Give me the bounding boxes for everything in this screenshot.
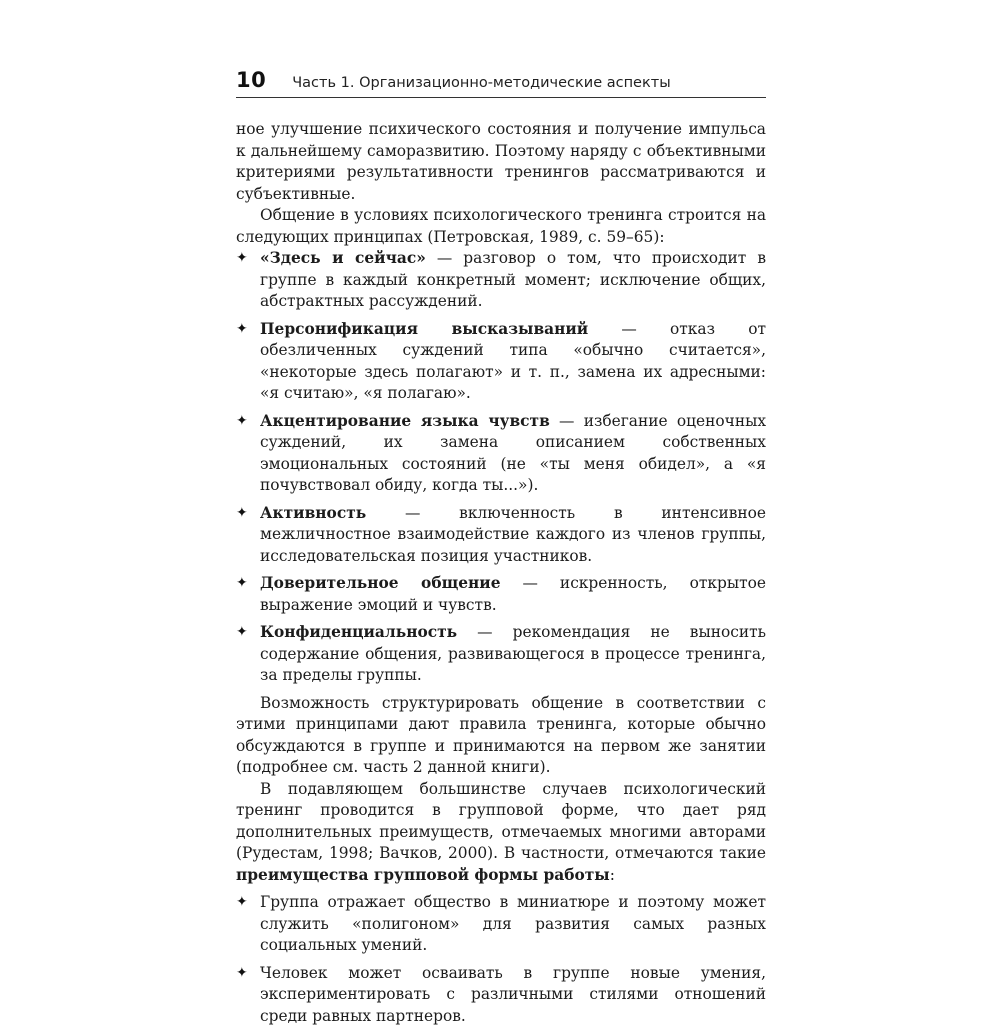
bullet-icon: ✦	[236, 892, 248, 914]
list-item	[236, 963, 766, 1027]
paragraph-punctuation: :	[610, 866, 615, 884]
bullet-icon: ✦	[236, 503, 248, 525]
bullet-icon: ✦	[236, 319, 248, 341]
term: Доверительное общение	[260, 574, 501, 592]
paragraph: Возможность структурировать общение в соответствии с этими принципами дают правила тренинга, которые обычно обсуждаются в группе и принимаются на первом же занятии (подробнее см. часть 2 данной книги).	[236, 693, 766, 779]
bullet-icon: ✦	[236, 622, 248, 644]
term: Активность	[260, 504, 366, 522]
definition: — включенность в интенсивное межличностное взаимодействие каждого из членов группы, исследовательская позиция участников.	[260, 504, 766, 565]
running-head	[236, 68, 766, 96]
list-item	[236, 411, 766, 497]
bullet-icon: ✦	[236, 963, 248, 985]
paragraph: ное улучшение психического состояния и получение импульса к дальнейшему саморазвитию. Поэтому наряду с объективными критериями результативности тренингов рассматриваются и субъективные.	[236, 119, 766, 205]
term: Персонификация высказываний	[260, 320, 588, 338]
list-item	[236, 503, 766, 568]
bullet-icon: ✦	[236, 573, 248, 595]
definition: — разговор о том, что происходит в группе в каждый конкретный момент; исключение общих, абстрактных рассуждений.	[260, 249, 766, 310]
term: Акцентирование языка чувств	[260, 412, 550, 430]
advantages-list	[236, 892, 766, 1027]
chapter-title: Часть 1. Организационно-методические аспекты	[292, 75, 670, 91]
list-item	[236, 319, 766, 405]
definition: — рекомендация не выносить содержание общения, развивающегося в процессе тренинга, за пределы группы.	[260, 623, 766, 684]
paragraph-text: В подавляющем большинстве случаев психологический тренинг проводится в групповой форме, что дает ряд дополнительных преимуществ, отмечаемых многими авторами (Рудестам, 1998; Вачков, 2000). В частности, отмечаются такие	[236, 780, 766, 863]
definition: — отказ от обезличенных суждений типа «обычно считается», «некоторые здесь полагают» и т. п., замена их адресными: «я считаю», «я полагаю».	[260, 320, 766, 403]
header-divider	[236, 97, 766, 98]
body-text	[236, 119, 766, 1027]
list-item	[236, 573, 766, 616]
list-item	[236, 892, 766, 957]
term: Конфиденциальность	[260, 623, 457, 641]
bullet-icon: ✦	[236, 411, 248, 433]
list-item-text: Группа отражает общество в миниатюре и поэтому может служить «полигоном» для развития самых разных социальных умений.	[260, 893, 766, 954]
page-number: 10	[236, 68, 266, 92]
principles-list	[236, 248, 766, 687]
list-item	[236, 248, 766, 313]
emphasis-text: преимущества групповой формы работы	[236, 866, 610, 884]
term: «Здесь и сейчас»	[260, 249, 426, 267]
definition: — искренность, открытое выражение эмоций и чувств.	[260, 574, 766, 614]
definition: — избегание оценочных суждений, их замена описанием собственных эмоциональных состояний (не «ты меня обидел», а «я почувствовал обиду, когда ты...»).	[260, 412, 766, 495]
paragraph	[236, 779, 766, 887]
paragraph: Общение в условиях психологического тренинга строится на следующих принципах (Петровская, 1989, с. 59–65):	[236, 205, 766, 248]
list-item-text: Человек может осваивать в группе новые умения, экспериментировать с различными стилями отношений среди равных партнеров.	[260, 964, 766, 1025]
list-item	[236, 622, 766, 687]
bullet-icon: ✦	[236, 248, 248, 270]
